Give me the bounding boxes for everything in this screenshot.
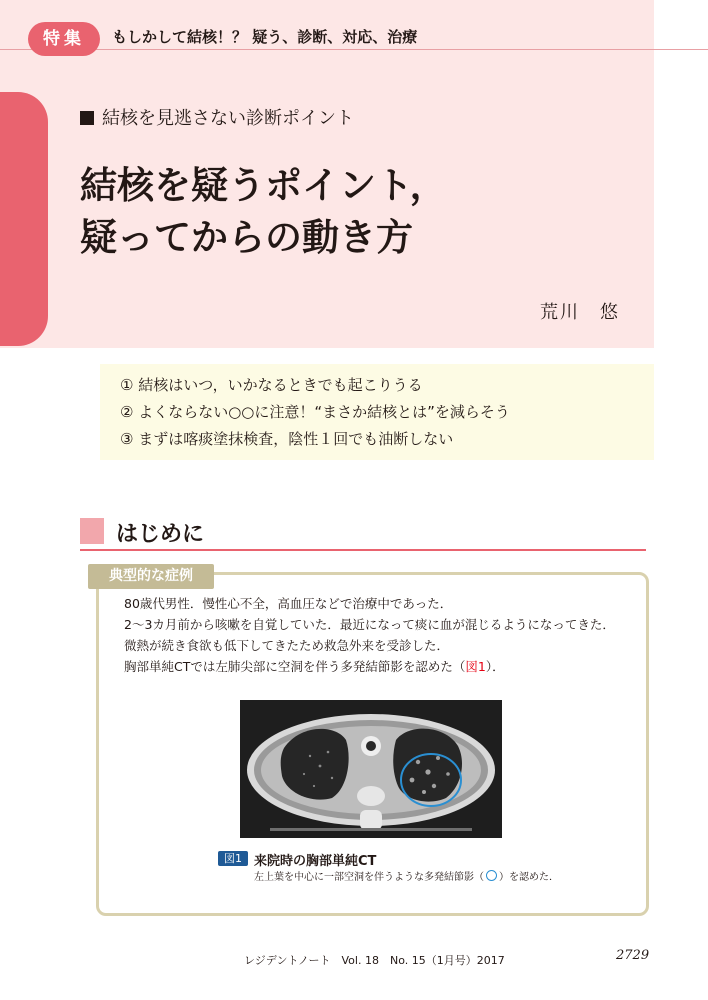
section-title: はじめに [116,522,205,547]
feature-label: 特集 [28,22,100,56]
case-line: 2～3カ月前から咳嗽を自覚していた．最近になって痰に血が混じるようになってきた． [124,617,615,632]
case-label: 典型的な症例 [88,564,214,589]
ct-scan-image [240,700,502,838]
side-tab [0,92,48,346]
key-point: ① 結核はいつ，いかなるときでも起こりうる [120,376,423,394]
figure-badge: 図1 [218,851,248,866]
section-marker [80,518,104,544]
figure-caption-text-end: ）を認めた． [499,872,559,883]
figure-caption-text: 左上葉を中心に一部空洞を伴うような多発結節影（ [254,872,484,883]
case-line [124,657,505,675]
feature-title: もしかして結核！？ 疑う、診断、対応、治療 [112,28,418,46]
subsection-text: 結核を見逃さない診断ポイント [102,108,354,129]
key-point: ③ まずは喀痰塗抹検査，陰性１回でも油断しない [120,430,454,448]
square-bullet-icon [80,111,94,125]
section-rule [80,549,646,551]
subsection-heading [80,104,354,130]
article-title-line-1: 結核を疑うポイント， [80,164,447,207]
page-number: 2729 [616,948,650,963]
blue-circle-icon [486,870,497,881]
case-line: 80歳代男性．慢性心不全，高血圧などで治療中であった． [124,596,453,611]
figure-caption [254,868,559,883]
author: 荒川 悠 [540,302,620,323]
case-line-text-end: ）． [485,659,505,674]
journal-footer: レジデントノート Vol. 18 No. 15（1月号）2017 [244,954,505,967]
article-title [80,160,447,264]
key-point: ② よくならない○○に注意！“まさか結核とは”を減らそう [120,403,510,421]
article-title-line-2: 疑ってからの動き方 [80,216,413,259]
case-line: 微熱が続き食欲も低下してきたため救急外来を受診した． [124,638,450,653]
key-points-box [100,364,654,460]
figure-title: 来院時の胸部単純CT [254,854,377,869]
figure-reference-link[interactable]: 図1 [465,659,486,674]
header-rule [0,49,708,50]
case-line-text: 胸部単純CTでは左肺尖部に空洞を伴う多発結節影を認めた（ [124,659,466,674]
header-right-margin [654,0,708,348]
